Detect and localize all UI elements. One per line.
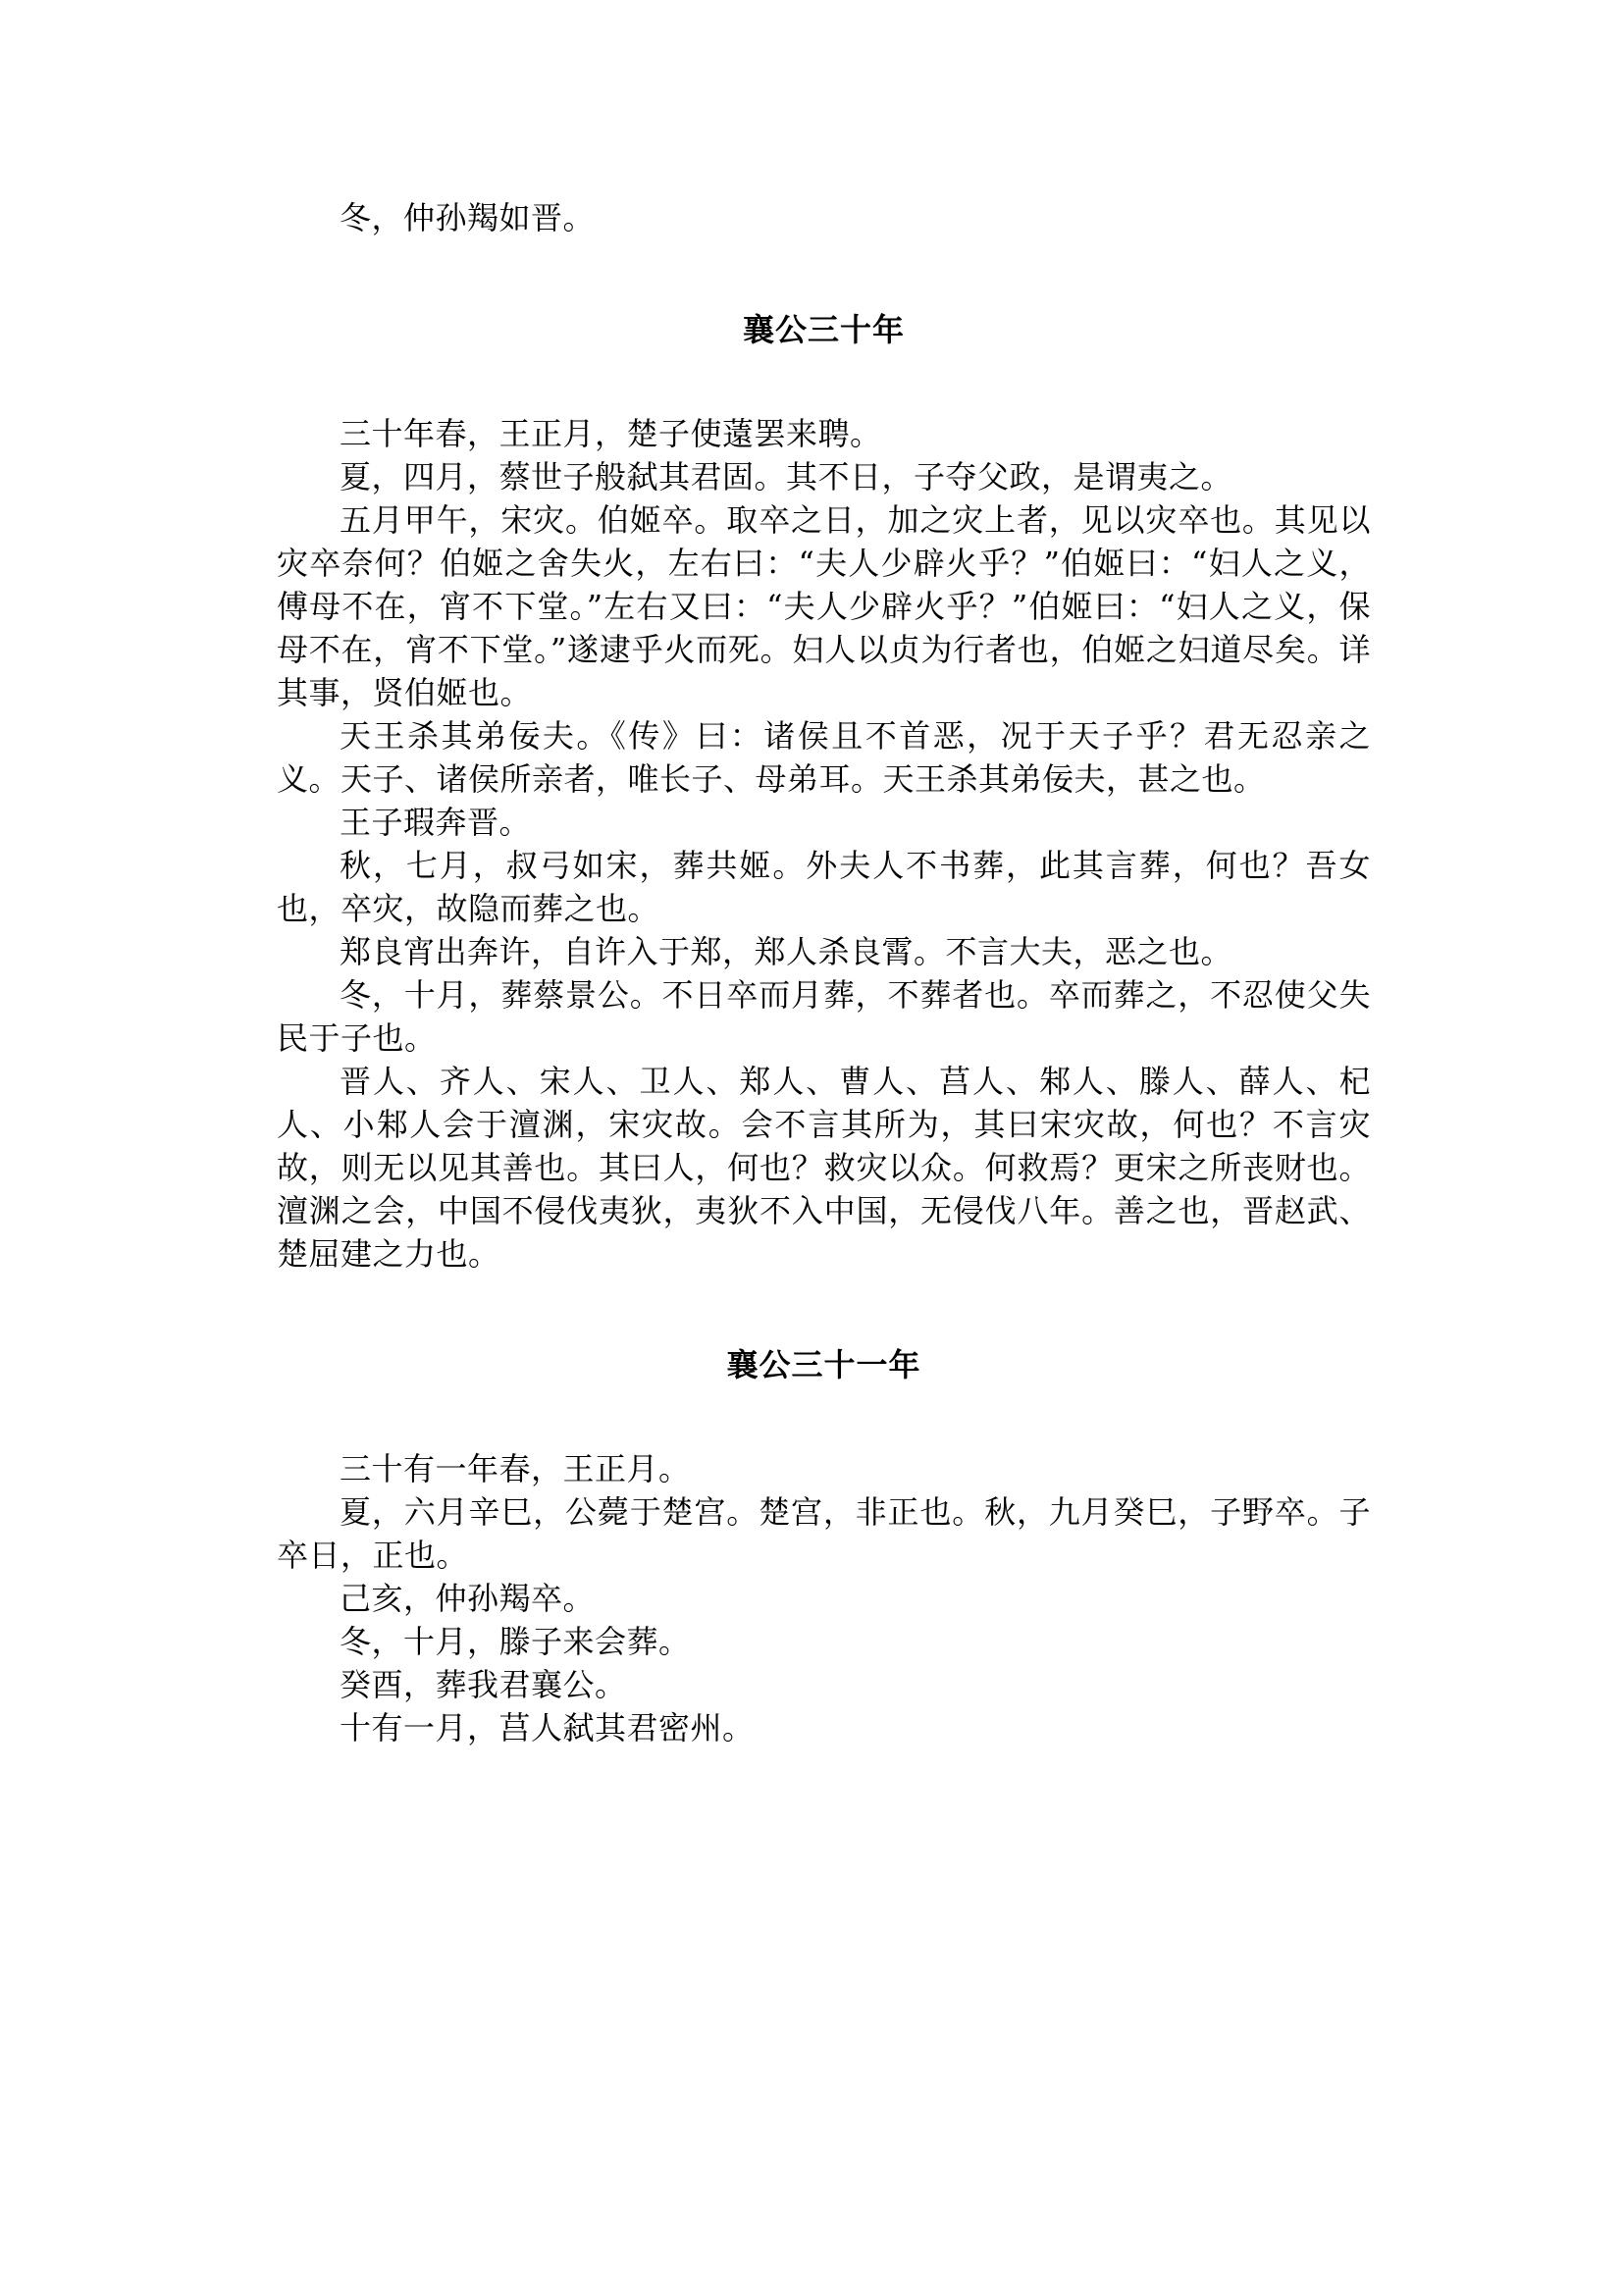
paragraph: 三十有一年春，王正月。: [340, 1450, 691, 1487]
paragraph: 郑良宵出奔许，自许入于郑，郑人杀良霄。不言大夫，恶之也。: [340, 933, 1233, 970]
paragraph: 冬，十月，滕子来会葬。: [340, 1623, 691, 1660]
paragraph: 晋人、齐人、宋人、卫人、郑人、曹人、莒人、邾人、滕人、薛人、杞人、小邾人会于澶渊，宋灾故。会不言其所为，其曰宋灾故，何也？不言灾故，则无以见其善也。其曰人，何也？救灾以众。何救焉？更宋之所丧财也。澶渊之会，中国不侵伐夷狄，夷狄不入中国，无侵伐八年。善之也，晋赵武、楚屈建之力也。: [277, 1063, 1371, 1273]
paragraph: 夏，四月，蔡世子般弑其君固。其不日，子夺父政，是谓夷之。: [340, 458, 1233, 495]
section-title: 襄公三十年: [742, 311, 905, 348]
intro-paragraph: 冬，仲孙羯如晋。: [340, 199, 596, 236]
paragraph: 三十年春，王正月，楚子使薳罢来聘。: [340, 415, 882, 452]
paragraph: 十有一月，莒人弑其君密州。: [340, 1709, 755, 1747]
paragraph: 秋，七月，叔弓如宋，葬共姬。外夫人不书葬，此其言葬，何也？吾女也，卒灾，故隐而葬之也。: [277, 847, 1371, 927]
document-body: [277, 196, 1371, 1749]
paragraph: 王子瑕奔晋。: [340, 804, 532, 841]
section-title: 襄公三十一年: [726, 1346, 921, 1383]
paragraph: 天王杀其弟佞夫。《传》曰：诸侯且不首恶，况于天子乎？君无忍亲之义。天子、诸侯所亲者，唯长子、母弟耳。天王杀其弟佞夫，甚之也。: [277, 717, 1371, 798]
paragraph: 冬，十月，葬蔡景公。不日卒而月葬，不葬者也。卒而葬之，不忍使父失民于子也。: [277, 976, 1371, 1057]
paragraph: 五月甲午，宋灾。伯姬卒。取卒之日，加之灾上者，见以灾卒也。其见以灾卒奈何？伯姬之舍失火，左右曰：“夫人少辟火乎？”伯姬曰：“妇人之义，傅母不在，宵不下堂。”左右又曰：“夫人少辟火乎？”伯姬曰：“妇人之义，保母不在，宵不下堂。”遂逮乎火而死。妇人以贞为行者也，伯姬之妇道尽矣。详其事，贤伯姬也。: [277, 501, 1371, 711]
section-xiang-31: [277, 1343, 1371, 1749]
paragraph: 癸酉，葬我君襄公。: [340, 1666, 627, 1703]
paragraph: 夏，六月辛巳，公薨于楚宫。楚宫，非正也。秋，九月癸巳，子野卒。子卒日，正也。: [277, 1493, 1371, 1574]
section-xiang-30: [277, 308, 1371, 1276]
paragraph: 己亥，仲孙羯卒。: [340, 1580, 596, 1617]
